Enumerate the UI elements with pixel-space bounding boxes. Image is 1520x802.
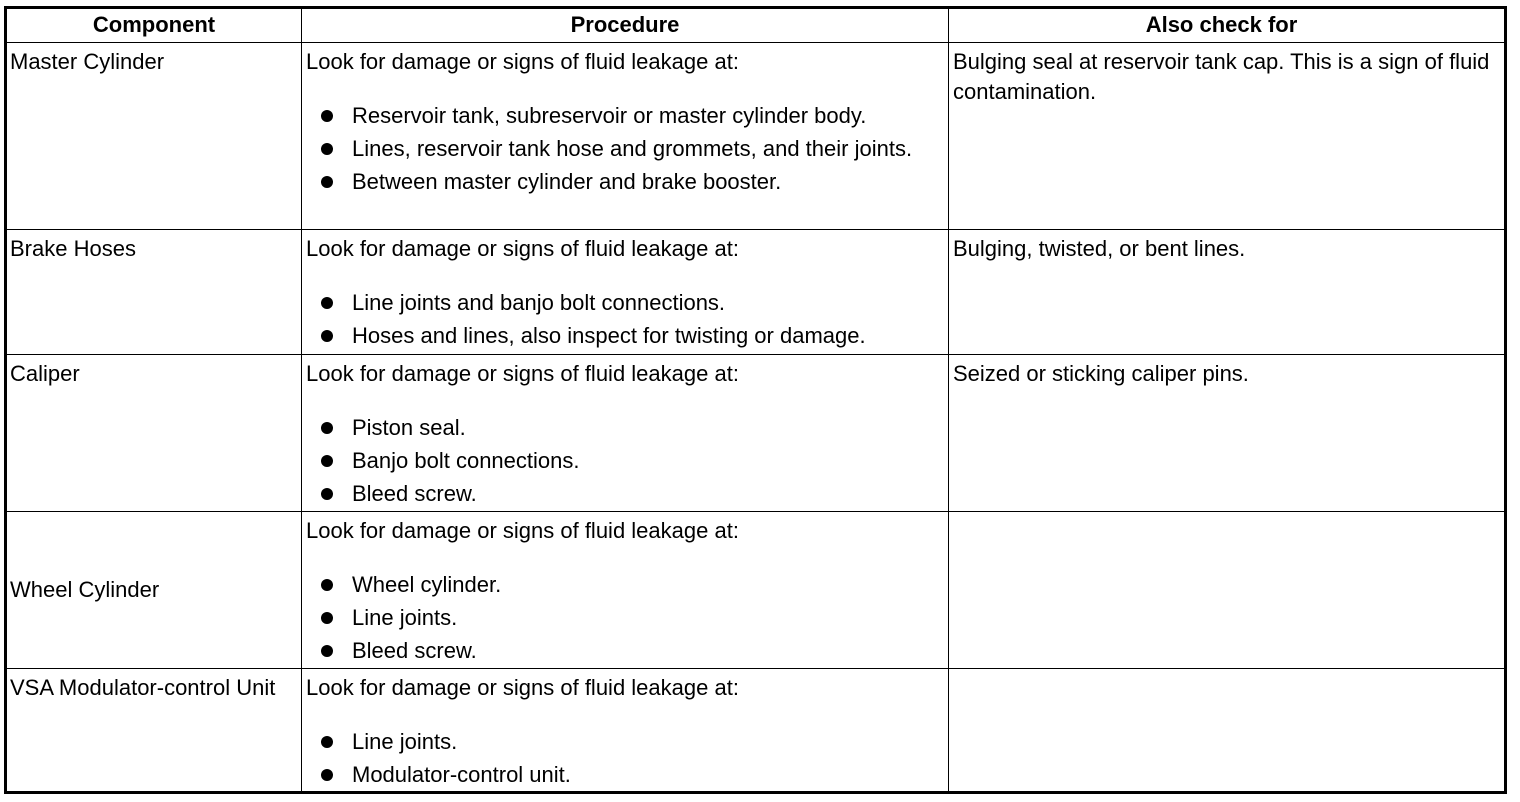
component-cell: Caliper bbox=[7, 355, 302, 511]
inspection-table bbox=[4, 6, 1507, 794]
table-header-row bbox=[7, 9, 1504, 43]
procedure-item: Hoses and lines, also inspect for twisting or damage. bbox=[352, 321, 948, 351]
also-check-cell: Seized or sticking caliper pins. bbox=[953, 361, 1249, 386]
procedure-item: Lines, reservoir tank hose and grommets, and their joints. bbox=[352, 134, 948, 164]
procedure-list bbox=[306, 727, 948, 790]
also-check-cell: Bulging, twisted, or bent lines. bbox=[953, 236, 1246, 261]
procedure-item: Bleed screw. bbox=[352, 636, 948, 666]
procedure-intro: Look for damage or signs of fluid leakage at: bbox=[306, 518, 739, 543]
header-component: Component bbox=[7, 9, 302, 42]
procedure-intro: Look for damage or signs of fluid leakage at: bbox=[306, 49, 739, 74]
procedure-cell bbox=[302, 512, 949, 668]
component-cell: Wheel Cylinder bbox=[7, 512, 302, 668]
procedure-item: Reservoir tank, subreservoir or master cylinder body. bbox=[352, 101, 948, 131]
procedure-cell bbox=[302, 230, 949, 354]
table-row bbox=[7, 230, 1504, 355]
procedure-item: Line joints. bbox=[352, 727, 948, 757]
procedure-cell bbox=[302, 669, 949, 791]
procedure-item: Line joints and banjo bolt connections. bbox=[352, 288, 948, 318]
procedure-item: Modulator-control unit. bbox=[352, 760, 948, 790]
table-row bbox=[7, 43, 1504, 230]
procedure-list bbox=[306, 288, 948, 351]
procedure-item: Piston seal. bbox=[352, 413, 948, 443]
procedure-item: Between master cylinder and brake booster. bbox=[352, 167, 948, 197]
procedure-intro: Look for damage or signs of fluid leakage at: bbox=[306, 236, 739, 261]
table-row bbox=[7, 512, 1504, 669]
also-check-cell: Bulging seal at reservoir tank cap. This is a sign of fluid contamination. bbox=[953, 49, 1490, 104]
table-row bbox=[7, 669, 1504, 791]
procedure-intro: Look for damage or signs of fluid leakage at: bbox=[306, 675, 739, 700]
procedure-cell bbox=[302, 355, 949, 511]
also-check-cell bbox=[949, 669, 1504, 791]
procedure-item: Bleed screw. bbox=[352, 479, 948, 509]
procedure-list bbox=[306, 413, 948, 509]
procedure-item: Banjo bolt connections. bbox=[352, 446, 948, 476]
procedure-list bbox=[306, 101, 948, 197]
table-row bbox=[7, 355, 1504, 512]
procedure-item: Wheel cylinder. bbox=[352, 570, 948, 600]
procedure-item: Line joints. bbox=[352, 603, 948, 633]
component-cell: Master Cylinder bbox=[7, 43, 302, 229]
header-also-check-for: Also check for bbox=[1145, 12, 1298, 37]
also-check-cell bbox=[949, 512, 1504, 668]
procedure-intro: Look for damage or signs of fluid leakage at: bbox=[306, 361, 739, 386]
procedure-cell bbox=[302, 43, 949, 229]
component-cell: VSA Modulator-control Unit bbox=[7, 669, 302, 791]
procedure-list bbox=[306, 570, 948, 666]
header-procedure: Procedure bbox=[302, 9, 949, 42]
component-cell: Brake Hoses bbox=[7, 230, 302, 354]
